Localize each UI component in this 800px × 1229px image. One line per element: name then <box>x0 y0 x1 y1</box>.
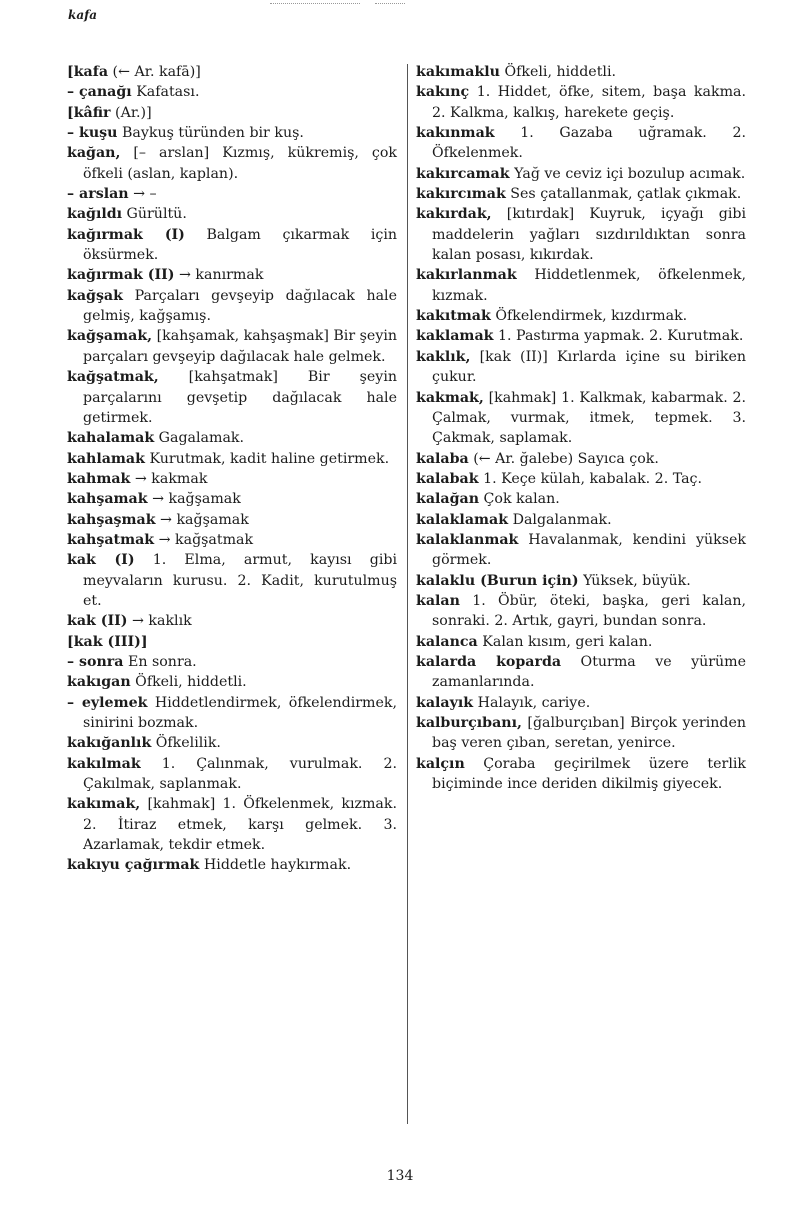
dictionary-entry <box>416 632 746 652</box>
entry-headword: kakığanlık <box>67 735 152 752</box>
entry-definition: → – <box>128 186 157 203</box>
entry-headword: kahşatmak <box>67 531 155 548</box>
entry-definition: → kağşatmak <box>154 531 254 548</box>
entry-headword: kağşamak, <box>67 328 153 345</box>
entry-definition: En sonra. <box>123 653 197 670</box>
dictionary-entry <box>67 367 397 428</box>
dictionary-entry <box>67 632 397 652</box>
dictionary-entry <box>416 652 746 693</box>
dictionary-entry <box>416 530 746 571</box>
entry-definition: [ğalburçıban] Birçok yerinden baş veren çıban, seretan, yenirce. <box>432 715 746 752</box>
entry-definition: (← Ar. ğalebe) Sayıca çok. <box>468 450 659 467</box>
dictionary-entry <box>67 754 397 795</box>
entry-headword: [kâfir <box>67 104 111 121</box>
entry-headword: kakmak, <box>416 389 484 406</box>
entry-definition: Balgam çıkarmak için öksürmek. <box>83 226 398 264</box>
entry-headword: [kafa <box>67 64 109 80</box>
top-rule-short <box>375 3 405 4</box>
entry-definition: 1. Elma, armut, kayısı gibi meyvaların kurusu. 2. Kadit, kurutulmuş et. <box>83 552 397 609</box>
dictionary-entry <box>416 347 746 388</box>
entry-headword: – kuşu <box>67 125 118 142</box>
entry-headword: kalaba <box>416 450 469 467</box>
entry-headword: kakınç <box>416 84 470 101</box>
dictionary-entry <box>416 489 746 509</box>
entry-headword: kalabak <box>416 470 479 487</box>
entry-definition: 1. Gazaba uğramak. 2. Öfkelenmek. <box>432 125 746 162</box>
dictionary-entry <box>67 326 397 367</box>
entry-definition: [kak (II)] Kırlarda içine su biriken çukur. <box>432 348 746 386</box>
dictionary-entry <box>67 652 397 672</box>
entry-definition: → kağşamak <box>155 511 249 528</box>
dictionary-entry <box>67 143 397 184</box>
dictionary-entry <box>67 225 397 266</box>
entry-headword: kakıyu çağırmak <box>67 857 200 874</box>
dictionary-entry <box>416 591 746 632</box>
dictionary-entry <box>67 286 397 327</box>
entry-definition: 1. Pastırma yapmak. 2. Kurutmak. <box>493 328 744 345</box>
entry-headword: kahalamak <box>67 430 155 447</box>
dictionary-entry <box>416 571 746 591</box>
entry-headword: kalayık <box>416 694 474 711</box>
dictionary-entry <box>416 449 746 469</box>
entry-definition: 1. Keçe külah, kabalak. 2. Taç. <box>478 470 703 487</box>
entry-definition: Çok kalan. <box>479 491 560 508</box>
dictionary-entry <box>67 693 397 734</box>
entry-headword: kalaklamak <box>416 511 509 528</box>
entry-definition: Kalan kısım, geri kalan. <box>477 633 653 650</box>
dictionary-entry <box>416 184 746 204</box>
dictionary-entry <box>67 550 397 611</box>
dictionary-entry <box>67 530 397 550</box>
entry-definition: Yağ ve ceviz içi bozulup acımak. <box>509 165 746 182</box>
entry-headword: – eylemek <box>67 694 148 711</box>
entry-definition: [– arslan] Kızmış, kükremiş, çok öfkeli (aslan, kaplan). <box>83 145 397 182</box>
dictionary-entry <box>67 265 397 285</box>
entry-definition: Baykuş türünden bir kuş. <box>117 125 304 142</box>
entry-headword: kaklık, <box>416 348 471 365</box>
dictionary-entry <box>416 123 746 164</box>
dictionary-entry <box>416 469 746 489</box>
right-column <box>416 62 746 794</box>
entry-definition: [kahmak] 1. Öfkelenmek, kızmak. 2. İtiraz etmek, karşı gelmek. 3. Azarlamak, tekdir etmek. <box>83 796 397 854</box>
entry-definition: Dalgalanmak. <box>508 511 612 528</box>
entry-definition: Yüksek, büyük. <box>578 572 691 589</box>
column-divider <box>407 64 408 1124</box>
entry-headword: kağşak <box>67 287 123 304</box>
dictionary-entry <box>67 62 397 82</box>
entry-headword: kahmak <box>67 470 131 487</box>
dictionary-entry <box>67 204 397 224</box>
entry-definition: Havalanmak, kendini yüksek görmek. <box>432 531 746 569</box>
entry-definition: → kakmak <box>130 470 208 487</box>
entry-headword: kalaklu (Burun için) <box>416 572 579 589</box>
entry-definition: Hiddetlendirmek, öfkelendirmek, sinirini bozmak. <box>83 694 397 731</box>
dictionary-entry <box>67 733 397 753</box>
dictionary-entry <box>67 449 397 469</box>
entry-definition: Oturma ve yürüme zamanlarında. <box>432 653 746 691</box>
entry-headword: kağşatmak, <box>67 369 159 386</box>
dictionary-entry <box>416 713 746 754</box>
dictionary-entry <box>67 510 397 530</box>
entry-headword: kakınmak <box>416 125 495 142</box>
entry-definition: Parçaları gevşeyip dağılacak hale gelmiş, kağşamış. <box>83 287 397 325</box>
dictionary-entry <box>416 693 746 713</box>
entry-definition: Kafatası. <box>131 84 200 101</box>
entry-headword: kak (I) <box>67 552 135 569</box>
entry-headword: kağırmak (II) <box>67 267 175 284</box>
dictionary-entry <box>67 611 397 631</box>
entry-definition: [kahmak] 1. Kalkmak, kabarmak. 2. Çalmak, vurmak, itmek, tepmek. 3. Çakmak, saplamak. <box>432 389 746 447</box>
dictionary-entry <box>67 82 397 102</box>
entry-headword: kak (II) <box>67 613 128 630</box>
entry-headword: kalaklanmak <box>416 531 519 548</box>
dictionary-entry <box>416 326 746 346</box>
entry-definition: Ses çatallanmak, çatlak çıkmak. <box>505 186 742 203</box>
dictionary-entry <box>416 204 746 265</box>
dictionary-entry <box>416 754 746 795</box>
entry-definition: Hiddetlenmek, öfkelenmek, kızmak. <box>432 267 746 304</box>
entry-definition: (Ar.)] <box>110 104 152 121</box>
entry-definition: Halayık, cariye. <box>473 694 591 711</box>
dictionary-entry <box>67 855 397 875</box>
entry-headword: kakırcamak <box>416 165 510 182</box>
entry-definition: [kahşatmak] Bir şeyin parçalarını gevşetip dağılacak hale getirmek. <box>83 369 397 426</box>
entry-definition: (← Ar. kafā)] <box>108 64 201 80</box>
entry-definition: Kurutmak, kadit haline getirmek. <box>144 450 390 467</box>
dictionary-entry <box>67 428 397 448</box>
entry-definition: → kanırmak <box>174 267 264 284</box>
top-rule <box>270 3 360 4</box>
dictionary-entry <box>416 510 746 530</box>
entry-definition: Hiddetle haykırmak. <box>199 857 352 874</box>
entry-headword: kaklamak <box>416 328 494 345</box>
entry-definition: Öfkelendirmek, kızdırmak. <box>490 308 688 325</box>
entry-headword: kahşaşmak <box>67 511 156 528</box>
entry-definition: Öfkeli, hiddetli. <box>130 674 247 691</box>
entry-definition: [kıtırdak] Kuyruk, içyağı gibi maddelerin yağları sızdırıldıktan sonra kalan posası, kıkırdak. <box>432 206 746 264</box>
dictionary-entry <box>67 469 397 489</box>
left-column <box>67 62 397 876</box>
entry-headword: kakırlanmak <box>416 267 517 284</box>
entry-headword: kağan, <box>67 145 121 162</box>
entry-headword: kalan <box>416 592 460 609</box>
entry-headword: kalanca <box>416 633 478 650</box>
entry-headword: kalburçıbanı, <box>416 715 522 731</box>
running-head: kafa <box>68 8 98 22</box>
entry-definition: 1. Hiddet, öfke, sitem, başa kakma. 2. Kalkma, kalkış, harekete geçiş. <box>432 84 746 121</box>
page-number: 134 <box>386 1168 414 1184</box>
entry-definition: → kaklık <box>127 613 192 630</box>
entry-definition: → kağşamak <box>147 491 241 508</box>
dictionary-entry <box>416 164 746 184</box>
entry-headword: kakımaklu <box>416 64 500 80</box>
entry-definition: Gürültü. <box>122 206 187 223</box>
dictionary-entry <box>67 672 397 692</box>
entry-definition: [kahşamak, kahşaşmak] Bir şeyin parçaları gevşeyip dağılacak hale gelmek. <box>83 328 398 365</box>
entry-headword: kağırmak (I) <box>67 226 185 243</box>
entry-definition: 1. Çalınmak, vurulmak. 2. Çakılmak, saplanmak. <box>83 755 397 793</box>
dictionary-entry <box>416 62 746 82</box>
dictionary-entry <box>67 103 397 123</box>
dictionary-entry <box>416 388 746 449</box>
entry-definition: Çoraba geçirilmek üzere terlik biçiminde ince deriden dikilmiş giyecek. <box>432 755 746 793</box>
entry-headword: kakıgan <box>67 674 131 691</box>
entry-definition: 1. Öbür, öteki, başka, geri kalan, sonraki. 2. Artık, gayri, bundan sonra. <box>432 592 746 630</box>
entry-headword: kalarda koparda <box>416 653 562 670</box>
entry-headword: kakıtmak <box>416 308 491 325</box>
entry-definition: Öfkeli, hiddetli. <box>499 64 616 80</box>
entry-headword: kakırcımak <box>416 186 506 203</box>
entry-headword: – arslan <box>67 186 129 203</box>
dictionary-entry <box>416 265 746 306</box>
entry-headword: kahlamak <box>67 450 145 467</box>
entry-headword: kahşamak <box>67 491 148 508</box>
entry-headword: – çanağı <box>67 84 132 101</box>
dictionary-entry <box>416 82 746 123</box>
entry-headword: kakımak, <box>67 796 141 813</box>
entry-headword: kalçın <box>416 755 465 772</box>
entry-headword: [kak (III)] <box>67 633 148 650</box>
entry-headword: kağıldı <box>67 206 123 223</box>
entry-headword: kakırdak, <box>416 206 492 223</box>
entry-headword: kakılmak <box>67 755 141 772</box>
entry-definition: Öfkelilik. <box>151 735 221 752</box>
entry-definition: Gagalamak. <box>154 430 245 447</box>
dictionary-entry <box>416 306 746 326</box>
entry-headword: – sonra <box>67 653 124 670</box>
entry-headword: kalağan <box>416 491 480 508</box>
dictionary-entry <box>67 184 397 204</box>
dictionary-entry <box>67 489 397 509</box>
dictionary-entry <box>67 123 397 143</box>
dictionary-entry <box>67 794 397 855</box>
